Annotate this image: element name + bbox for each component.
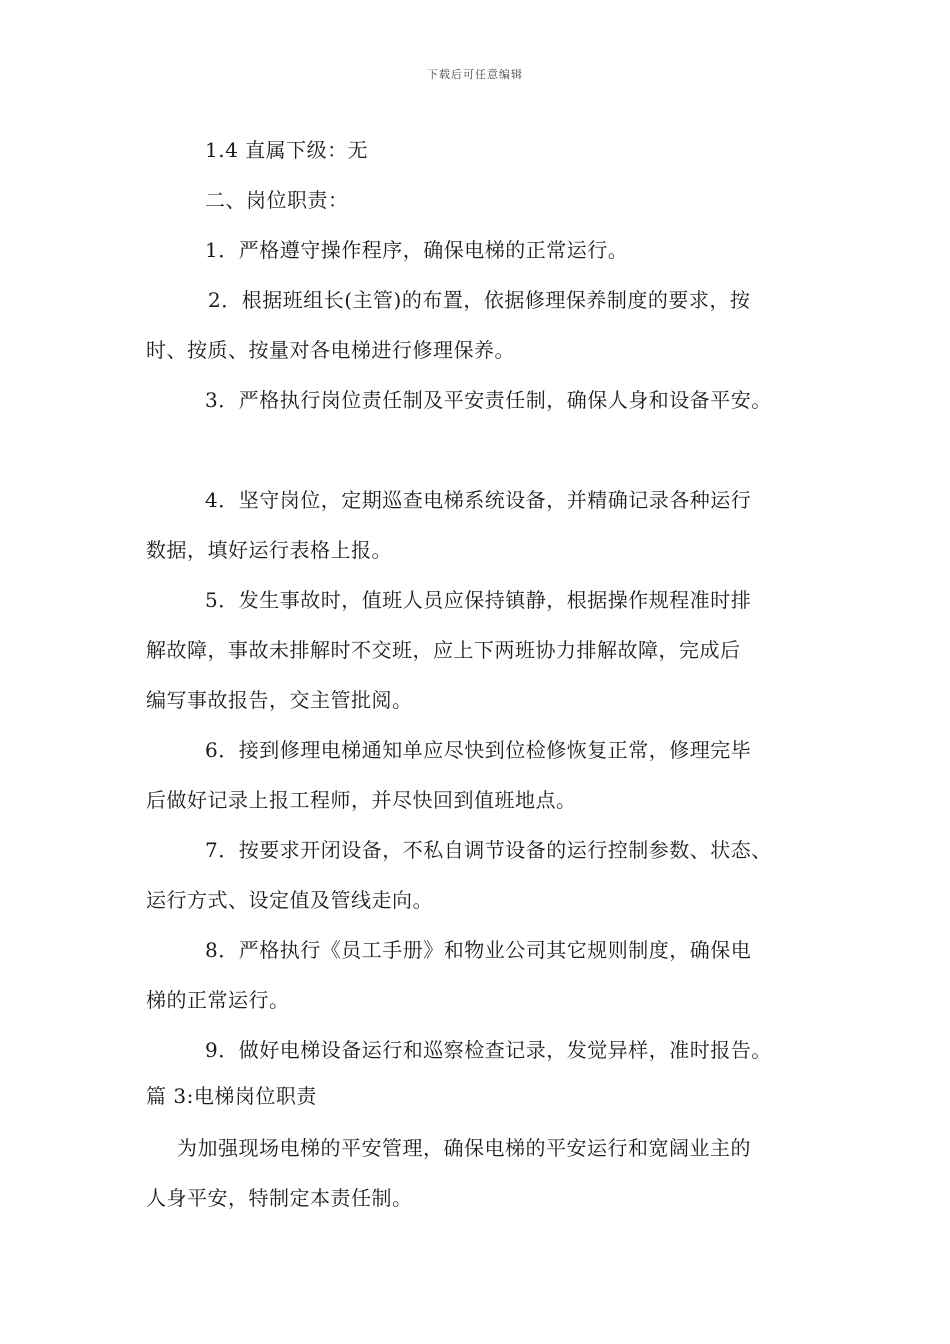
duty-item-2-line-2: 时、按质、按量对各电梯进行修理保养。 <box>146 338 515 362</box>
intro-paragraph-line-1: 为加强现场电梯的平安管理，确保电梯的平安运行和宽阔业主的 <box>177 1136 751 1160</box>
duty-item-6-line-1: 6．接到修理电梯通知单应尽快到位检修恢复正常，修理完毕 <box>205 738 752 762</box>
header-note: 下载后可任意编辑 <box>427 68 523 81</box>
duty-item-2-line-1: 2．根据班组长(主管)的布置，依据修理保养制度的要求，按 <box>208 288 751 312</box>
duty-item-8-line-2: 梯的正常运行。 <box>146 988 290 1012</box>
duty-item-6-line-2: 后做好记录上报工程师，并尽快回到值班地点。 <box>146 788 577 812</box>
duty-item-9: 9．做好电梯设备运行和巡察检查记录，发觉异样，准时报告。 <box>205 1038 772 1062</box>
duty-item-4-line-1: 4．坚守岗位，定期巡查电梯系统设备，并精确记录各种运行 <box>205 488 752 512</box>
duty-item-1: 1．严格遵守操作程序，确保电梯的正常运行。 <box>205 238 629 262</box>
subordinate-line: 1.4 直属下级：无 <box>205 138 369 162</box>
duty-item-7-line-1: 7．按要求开闭设备，不私自调节设备的运行控制参数、状态、 <box>205 838 772 862</box>
chapter-heading: 篇 3:电梯岗位职责 <box>146 1084 317 1108</box>
duty-item-5-line-3: 编写事故报告，交主管批阅。 <box>146 688 413 712</box>
duty-item-7-line-2: 运行方式、设定值及管线走向。 <box>146 888 433 912</box>
duty-item-3: 3．严格执行岗位责任制及平安责任制，确保人身和设备平安。 <box>205 388 772 412</box>
duty-item-4-line-2: 数据，填好运行表格上报。 <box>146 538 392 562</box>
intro-paragraph-line-2: 人身平安，特制定本责任制。 <box>146 1186 413 1210</box>
duty-item-5-line-2: 解故障，事故未排解时不交班，应上下两班协力排解故障，完成后 <box>146 638 741 662</box>
section-heading: 二、岗位职责： <box>205 188 349 212</box>
duty-item-8-line-1: 8．严格执行《员工手册》和物业公司其它规则制度，确保电 <box>205 938 752 962</box>
duty-item-5-line-1: 5．发生事故时，值班人员应保持镇静，根据操作规程准时排 <box>205 588 752 612</box>
